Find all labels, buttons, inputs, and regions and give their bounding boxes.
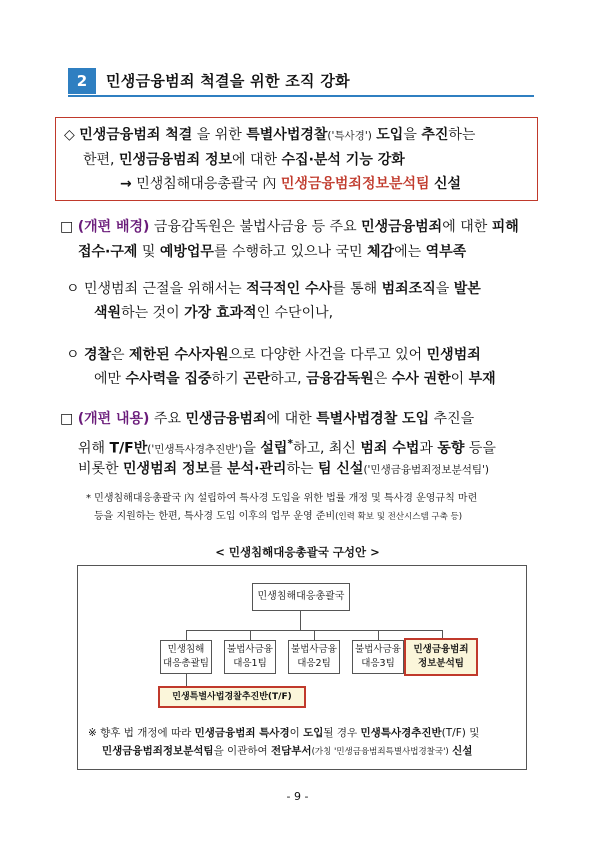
checkbox-square-icon: □ <box>60 411 74 427</box>
connector <box>300 611 301 630</box>
summary-text: 도입 <box>376 127 404 143</box>
para-text: T/F반 <box>109 440 148 457</box>
footnote-line-2-detail: (인력 확보 및 전산시스템 구축 등) <box>335 512 463 522</box>
para-content-line-2 <box>78 435 496 459</box>
para-text: 하기 <box>211 371 239 387</box>
para-police-1-line-2 <box>94 304 333 322</box>
org-node-label: 불법사금융 <box>291 644 337 655</box>
para-text: 은 <box>111 347 125 363</box>
para-content-line-3 <box>78 460 489 479</box>
note-text: 민생특사경추진반 <box>360 727 442 739</box>
summary-line-1 <box>64 126 475 145</box>
org-chart <box>77 565 527 770</box>
para-text: 팀 신설 <box>317 461 364 477</box>
para-text: 금융감독원은 불법사금융 등 주요 <box>153 219 357 235</box>
para-text: 에는 <box>394 244 422 260</box>
page-number: - 9 - <box>286 790 309 803</box>
para-text: 민생범죄 <box>426 347 481 363</box>
para-text: 등을 <box>468 440 496 457</box>
footnote <box>86 490 477 526</box>
para-text: 금융감독원 <box>306 371 374 387</box>
para-text: 를 수행하고 있으나 국민 <box>213 244 363 260</box>
bullet-icon: ㅇ <box>66 347 80 363</box>
org-node-label: 대응1팀 <box>233 658 267 669</box>
para-text: 부재 <box>468 371 496 387</box>
org-node <box>224 640 276 674</box>
para-text: 수사 권한 <box>391 371 451 387</box>
chart-title: < 민생침해대응총괄국 구성안 > <box>215 545 380 559</box>
note-text: 민생금융범죄정보분석팀 <box>102 745 214 757</box>
para-text: 민생금융범죄 <box>361 219 443 235</box>
para-text: 을 <box>242 440 256 457</box>
footnote-line-1: * 민생침해대응총괄국 內 설립하여 특사경 도입을 위한 법률 개정 및 특사경 운영규칙 마련 <box>86 493 478 504</box>
para-text: 역부족 <box>425 244 467 260</box>
summary-highlight: 민생금융범죄정보분석팀 <box>280 176 430 192</box>
org-node <box>288 640 340 674</box>
para-text: 체감 <box>367 244 395 260</box>
note-text: 민생금융범죄 특사경 <box>194 727 290 739</box>
section-number: 2 <box>68 68 96 94</box>
para-text: 를 <box>209 461 223 477</box>
diamond-bullet-icon: ◇ <box>64 127 75 143</box>
chart-note-line-1 <box>88 724 479 742</box>
para-text: 예방업무 <box>159 244 214 260</box>
para-text: 에 대한 <box>442 219 488 235</box>
note-text: (가칭 '민생금융범죄특별사법경찰국') <box>311 747 449 757</box>
summary-line-2 <box>83 151 405 169</box>
note-text: 전담부서 <box>270 745 312 757</box>
para-text: 민생범죄 정보 <box>123 461 210 477</box>
org-node-label: 불법사금융 <box>227 644 273 655</box>
note-text: 을 이관하여 <box>213 745 268 757</box>
para-text: 특별사법경찰 도입 <box>316 411 430 427</box>
note-text: (T/F) 및 <box>441 727 480 739</box>
para-text: ('민생금융범죄정보분석팀') <box>363 464 489 476</box>
chart-note-line-2 <box>102 742 472 761</box>
summary-text: 민생금융범죄 정보 <box>118 152 233 168</box>
para-police-2-line-2 <box>94 370 496 388</box>
org-tf-node <box>158 686 306 708</box>
summary-text: 을 <box>403 127 417 143</box>
para-text: 곤란 <box>243 371 271 387</box>
org-node-label: 불법사금융 <box>355 644 401 655</box>
para-tag: (개편 내용) <box>77 411 150 427</box>
para-text: 및 <box>141 244 156 260</box>
para-text: 이 <box>450 371 465 387</box>
para-text: 인 수단이나, <box>256 305 334 321</box>
checkbox-square-icon: □ <box>60 219 74 235</box>
para-text: 분석·관리 <box>227 461 287 477</box>
para-text: 동향 <box>437 440 465 457</box>
summary-text: 추진 <box>421 127 449 143</box>
para-text: 범죄조직 <box>381 281 436 297</box>
summary-box <box>55 117 538 201</box>
para-text: 비롯한 <box>78 461 119 477</box>
bullet-icon: ㅇ <box>66 281 80 297</box>
para-text: 추진을 <box>433 411 475 427</box>
org-node-label: 대응3팀 <box>361 658 395 669</box>
connector <box>186 630 187 640</box>
connector <box>250 630 251 640</box>
para-text: 를 통해 <box>332 281 378 297</box>
para-text: 은 <box>373 371 388 387</box>
org-node <box>352 640 404 674</box>
org-node-label: 정보분석팀 <box>418 658 464 669</box>
para-text: 주요 <box>153 411 181 427</box>
note-text: 도입 <box>303 727 324 739</box>
summary-text: 하는 <box>448 127 476 143</box>
para-text: 제한된 수사자원 <box>129 347 229 363</box>
section-header <box>68 68 534 96</box>
para-tag: (개편 배경) <box>77 219 150 235</box>
arrow-icon: → <box>120 176 132 192</box>
para-text: 접수·구제 <box>78 244 138 260</box>
org-node <box>160 640 212 674</box>
para-text: 적극적인 수사 <box>246 281 333 297</box>
note-text: 될 경우 <box>323 727 358 739</box>
para-text: 민생금융범죄 <box>185 411 267 427</box>
connector <box>314 630 315 640</box>
para-text: 에만 <box>94 371 122 387</box>
para-text: 에 대한 <box>266 411 312 427</box>
para-content-line-1 <box>60 410 474 428</box>
para-text: 경찰 <box>83 347 112 363</box>
para-text: 발본 <box>453 281 481 297</box>
para-text: 하고, <box>270 371 302 387</box>
para-text: 민생범죄 근절을 위해서는 <box>83 281 242 297</box>
org-node-label: 대응총괄팀 <box>163 658 209 669</box>
footnote-marker: * <box>287 438 293 450</box>
para-text: 범죄 수법 <box>360 440 420 457</box>
connector <box>378 630 379 640</box>
org-node-highlight <box>404 638 478 676</box>
para-background-line-1 <box>60 218 519 236</box>
para-text: 설립 <box>260 440 288 457</box>
note-text: ※ 향후 법 개정에 따라 <box>88 727 192 739</box>
para-text: 하는 것이 <box>121 305 180 321</box>
org-node-label: 민생침해 <box>167 644 205 655</box>
note-text: 이 <box>289 727 300 739</box>
summary-text: 민생금융범죄 척결 <box>79 127 193 143</box>
para-text: 하는 <box>286 461 314 477</box>
para-text: 으로 다양한 사건을 다루고 있어 <box>228 347 423 363</box>
note-text: 신설 <box>452 745 473 757</box>
para-background-line-2 <box>78 243 466 261</box>
para-text: 수사력을 집중 <box>125 371 212 387</box>
para-police-2-line-1 <box>66 346 481 364</box>
summary-text: 민생침해대응총괄국 內 <box>136 176 277 192</box>
org-tf-label: 민생특별사법경찰추진반(T/F) <box>172 692 292 702</box>
para-text: ('민생특사경추진반') <box>147 443 243 456</box>
section-underline <box>68 95 534 97</box>
summary-line-3 <box>120 175 461 193</box>
para-text: 가장 효과적 <box>184 305 257 321</box>
para-text: 위해 <box>78 440 106 457</box>
summary-text: 신설 <box>434 176 462 192</box>
summary-text: ('특사경') <box>327 130 372 142</box>
footnote-line-2: 등을 지원하는 한편, 특사경 도입 이후의 업무 운영 준비 <box>94 511 336 522</box>
org-root-label: 민생침해대응총괄국 <box>257 591 345 602</box>
summary-text: 한편, <box>83 152 115 168</box>
para-text: 피해 <box>491 219 519 235</box>
org-node-label: 대응2팀 <box>297 658 331 669</box>
section-title: 민생금융범죄 척결을 위한 조직 강화 <box>106 72 350 90</box>
org-root-node <box>252 583 350 611</box>
org-node-label: 민생금융범죄 <box>413 644 469 655</box>
summary-text: 을 위한 <box>196 127 242 143</box>
summary-text: 수집·분석 기능 강화 <box>281 152 405 168</box>
para-text: 을 <box>435 281 450 297</box>
para-text: 과 <box>419 440 433 457</box>
summary-text: 에 대한 <box>232 152 278 168</box>
para-police-1-line-1 <box>66 280 481 298</box>
para-text: 색원 <box>94 305 122 321</box>
summary-text: 특별사법경찰 <box>246 127 328 143</box>
para-text: 하고, 최신 <box>292 440 356 457</box>
